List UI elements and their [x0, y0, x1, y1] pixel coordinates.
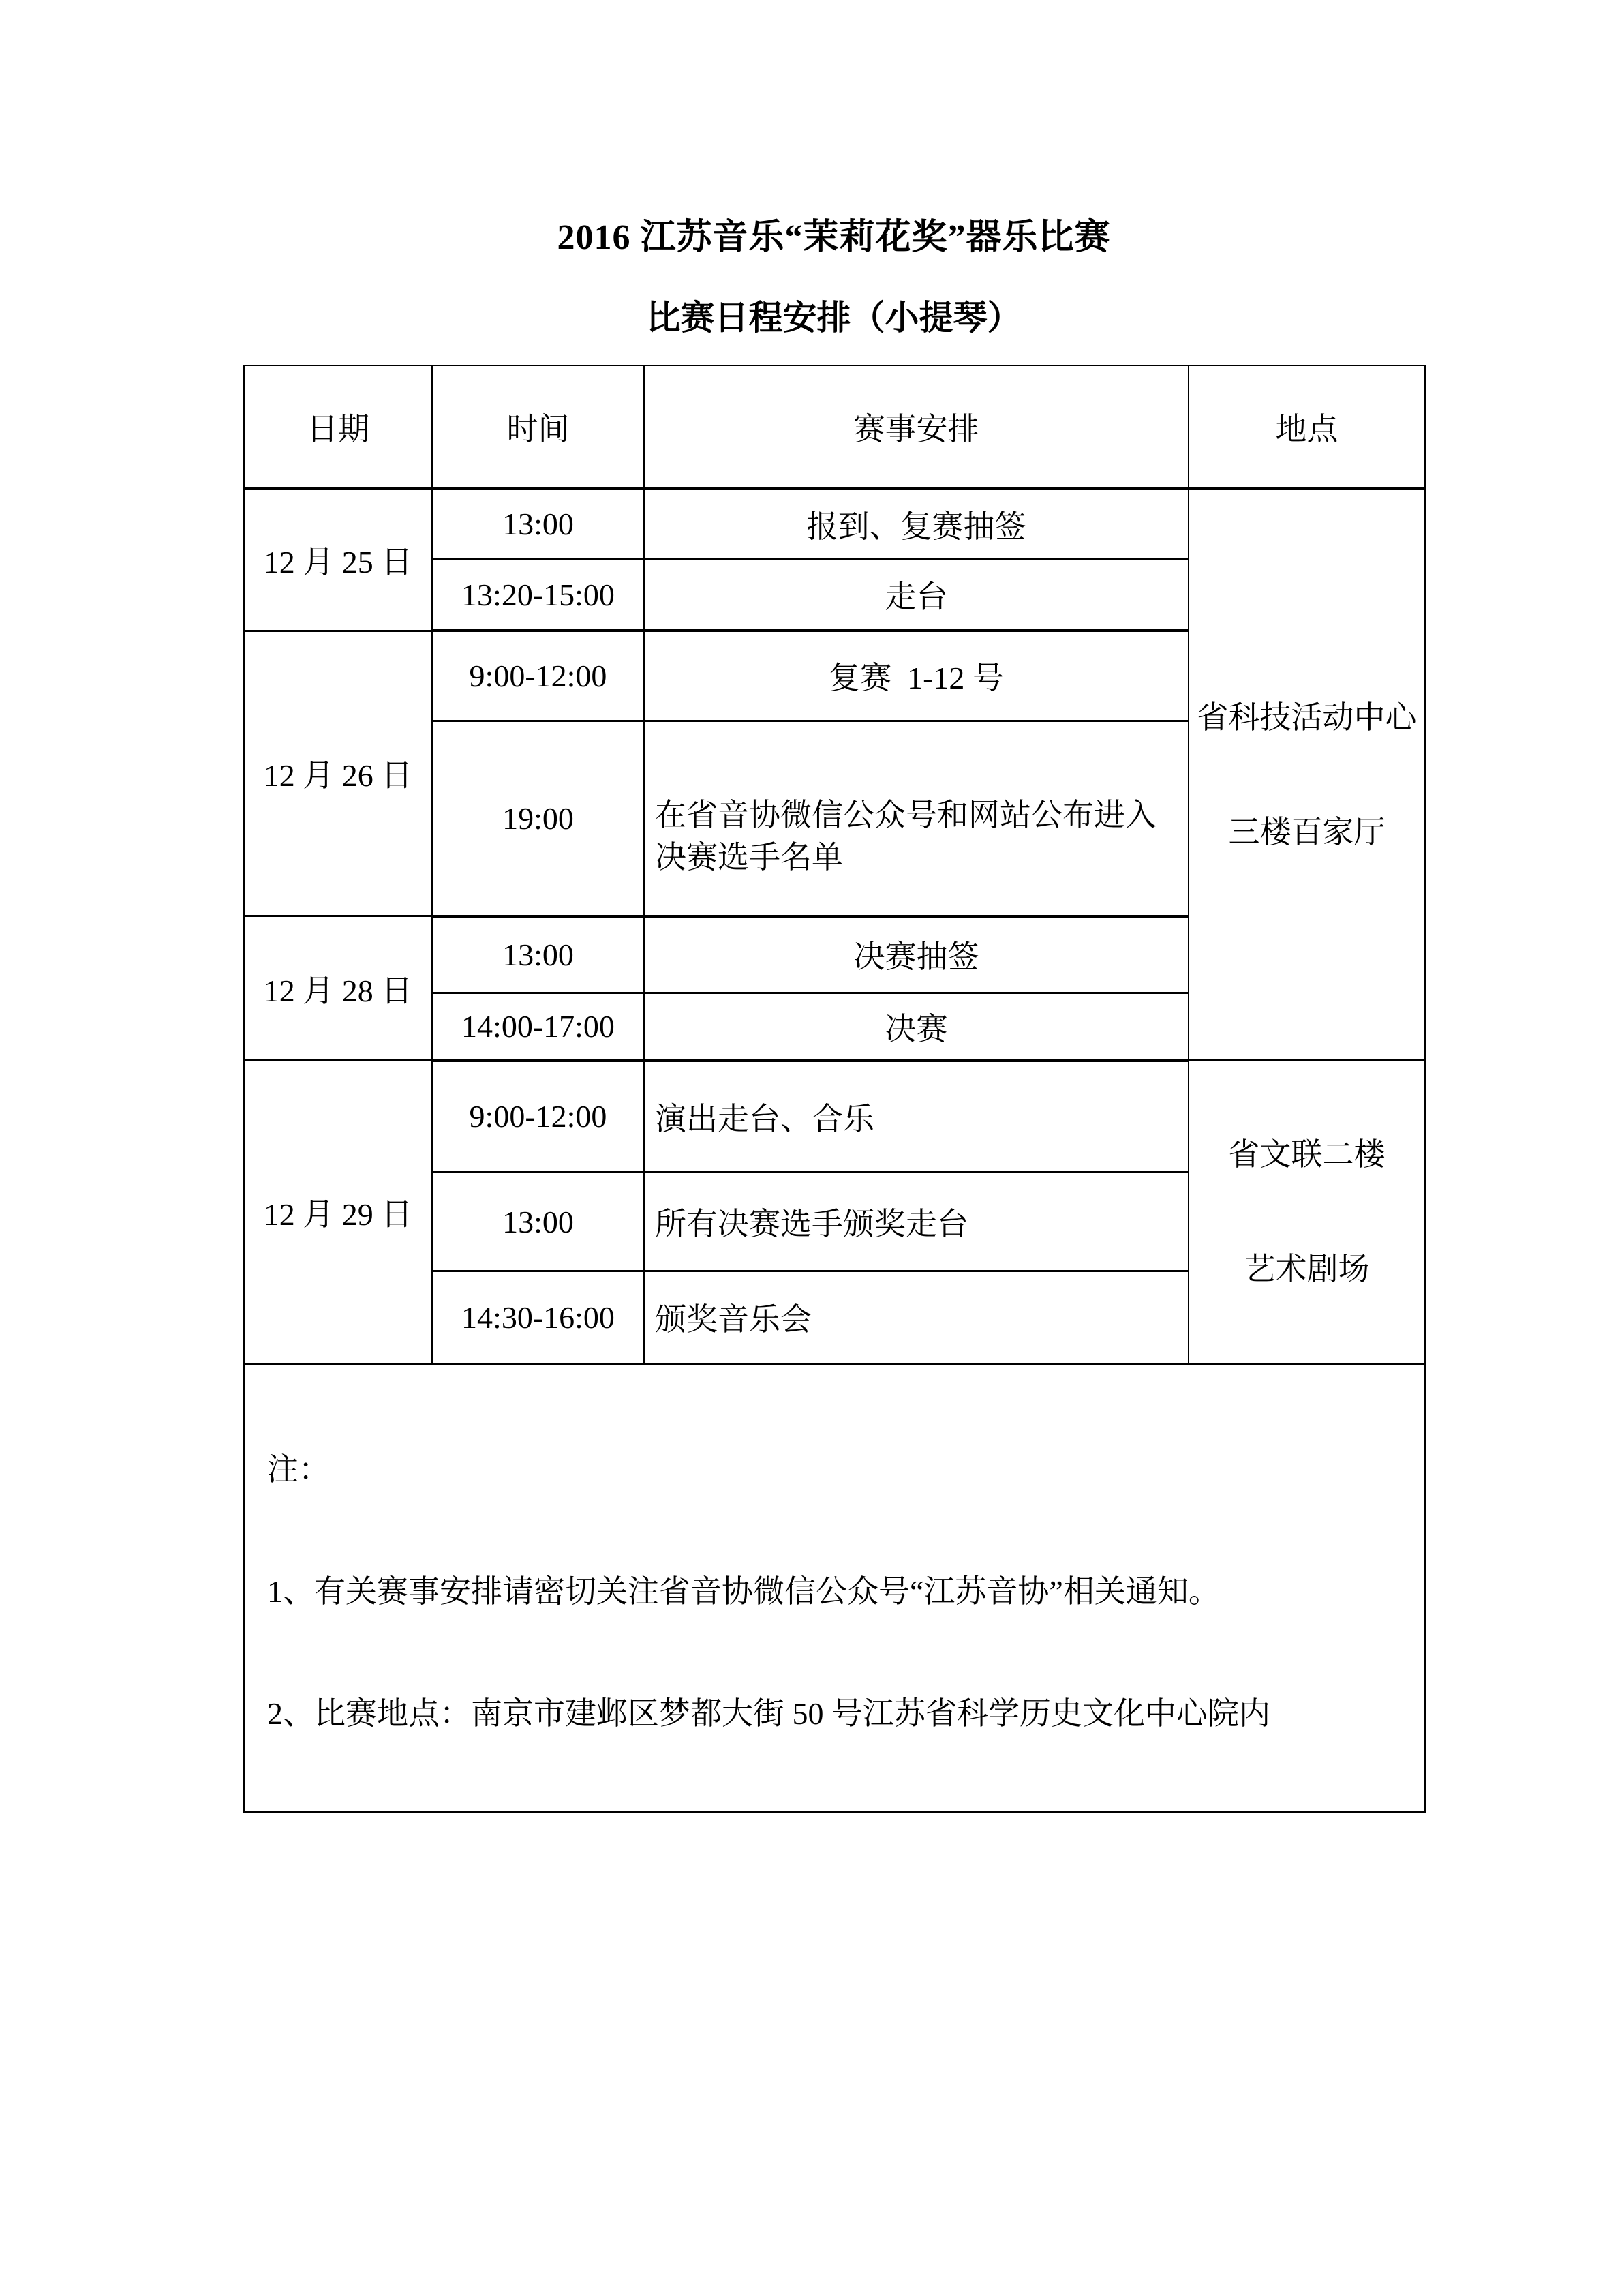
location-line-1: 省科技活动中心: [1197, 699, 1417, 735]
column-header-time: 时间: [432, 365, 644, 489]
date-cell: 12 月 28 日: [244, 916, 432, 1061]
event-cell: 决赛: [644, 993, 1189, 1061]
note-item-2: 2、比赛地点：南京市建邺区梦都大街 50 号江苏省科学历史文化中心院内: [267, 1695, 1270, 1731]
time-cell: 19:00: [432, 721, 644, 916]
time-cell: 13:20-15:00: [432, 559, 644, 631]
date-cell: 12 月 25 日: [244, 489, 432, 631]
event-cell: 演出走台、合乐: [644, 1061, 1189, 1173]
title-block: [243, 0, 1424, 335]
time-cell: 9:00-12:00: [432, 1061, 644, 1173]
event-cell: 颁奖音乐会: [644, 1271, 1189, 1364]
table-row: [244, 489, 1425, 559]
time-cell: 13:00: [432, 916, 644, 993]
location-line-1: 省文联二楼: [1228, 1137, 1386, 1172]
location-cell: [1189, 489, 1425, 1061]
column-header-date: 日期: [244, 365, 432, 489]
header-row: [244, 365, 1425, 489]
doc-title: 2016 江苏音乐“茉莉花奖”器乐比赛: [557, 218, 1111, 257]
notes-row: [244, 1364, 1425, 1812]
location-cell: [1189, 1061, 1425, 1364]
event-cell: 所有决赛选手颁奖走台: [644, 1173, 1189, 1271]
notes-cell: [244, 1364, 1425, 1812]
event-text: 在省音协微信公众号和网站公布进入决赛选手名单: [655, 797, 1157, 875]
note-item-1: 1、有关赛事安排请密切关注省音协微信公众号“江苏音协”相关通知。: [267, 1573, 1220, 1609]
time-cell: 9:00-12:00: [432, 631, 644, 721]
schedule-table: [243, 365, 1426, 1813]
date-cell: 12 月 29 日: [244, 1061, 432, 1364]
time-cell: 13:00: [432, 489, 644, 559]
location-line-2: 三楼百家厅: [1228, 814, 1386, 849]
event-cell: [644, 721, 1189, 916]
column-header-location: 地点: [1189, 365, 1425, 489]
table-row: [244, 1061, 1425, 1173]
event-cell: 走台: [644, 559, 1189, 631]
event-cell: 报到、复赛抽签: [644, 489, 1189, 559]
location-line-2: 艺术剧场: [1244, 1252, 1370, 1286]
event-cell: 复赛 1-12 号: [644, 631, 1189, 721]
date-cell: 12 月 26 日: [244, 631, 432, 916]
time-cell: 14:00-17:00: [432, 993, 644, 1061]
event-cell: 决赛抽签: [644, 916, 1189, 993]
column-header-event: 赛事安排: [644, 365, 1189, 489]
time-cell: 14:30-16:00: [432, 1271, 644, 1364]
doc-subtitle: 比赛日程安排（小提琴）: [646, 299, 1022, 337]
notes-label: 注：: [267, 1451, 330, 1487]
time-cell: 13:00: [432, 1173, 644, 1271]
